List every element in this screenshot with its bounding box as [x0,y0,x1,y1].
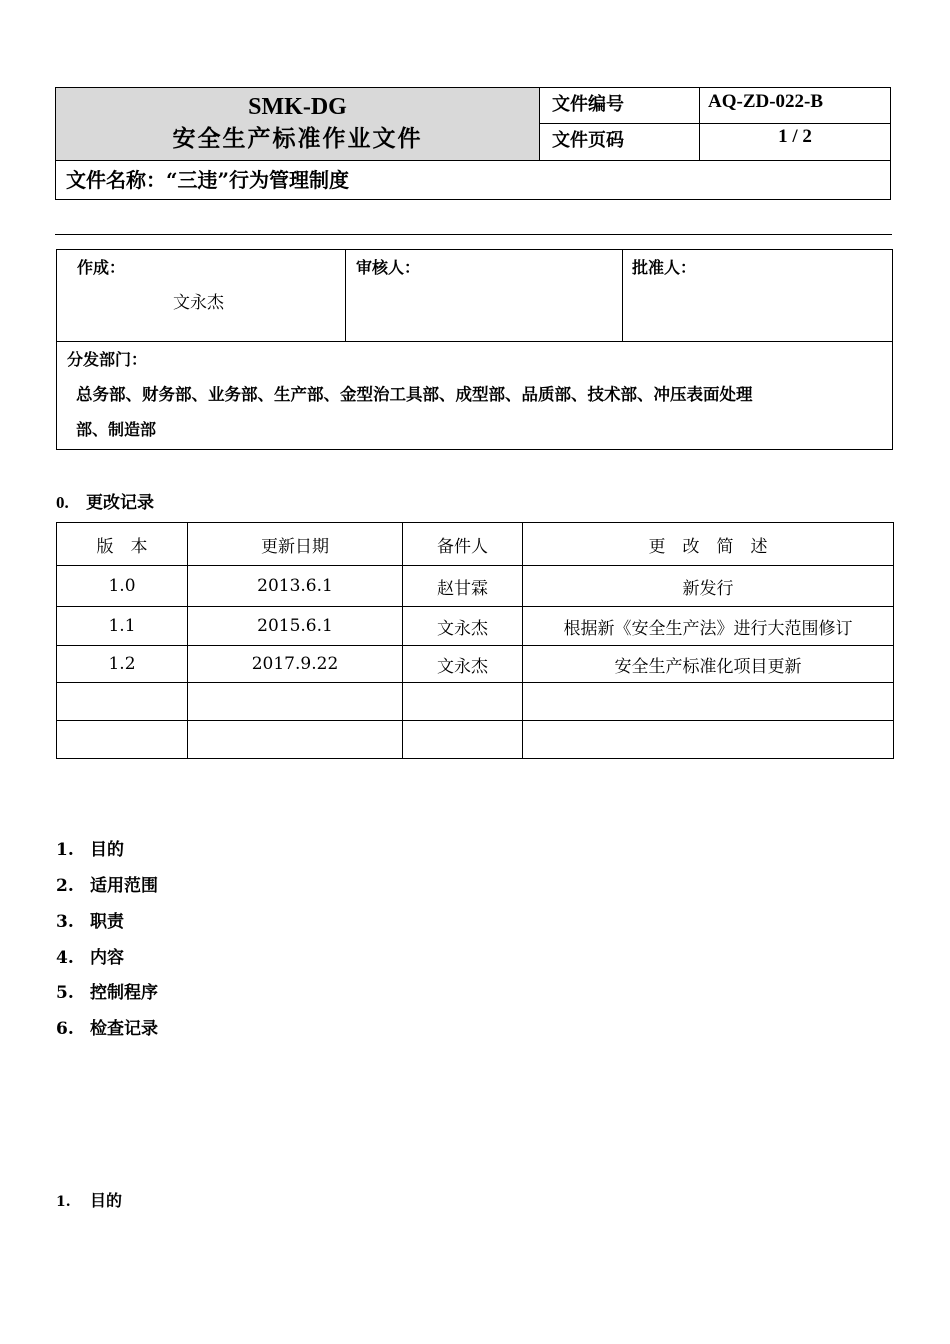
section-1-heading [56,1188,122,1211]
col-person: 备件人 [403,523,523,566]
cell-summary: 安全生产标准化项目更新 [523,646,894,683]
section-1-num: 1. [56,1194,71,1210]
toc-item[interactable] [56,871,158,896]
doc-type: 安全生产标准作业文件 [172,125,423,152]
cell-person [403,721,523,759]
table-row [57,566,894,607]
author-cell [57,250,346,342]
distribution-line-1: 总务部、财务部、业务部、生产部、金型治工具部、成型部、品质部、技术部、冲压表面处理 [76,385,753,404]
toc-item[interactable] [56,907,124,932]
approver-cell [623,250,892,342]
page-value: 1 / 2 [700,124,890,161]
change-record-title: 更改记录 [86,493,154,513]
toc-title: 适用范围 [90,876,158,896]
company-name: SMK-DG [248,94,347,120]
page-label: 文件页码 [540,124,700,161]
toc-num: 1. [56,840,74,860]
cell-version: 1.2 [57,646,188,683]
table-header-row [57,523,894,566]
toc-num: 5. [56,983,74,1003]
author-label: 作成： [77,258,126,277]
toc-title: 内容 [90,948,124,968]
table-row [57,607,894,646]
cell-person [403,683,523,721]
approver-label: 批准人： [632,258,697,277]
doc-no-label: 文件编号 [540,88,700,124]
toc-item[interactable] [56,943,124,968]
cell-date [188,721,403,759]
divider-line [55,234,892,235]
cell-date: 2017.9.22 [188,646,403,683]
distribution-line-2: 部、制造部 [76,420,157,439]
cell-summary [523,683,894,721]
cell-date: 2015.6.1 [188,607,403,646]
cell-version: 1.0 [57,566,188,607]
table-row [57,721,894,759]
toc-num: 6. [56,1019,74,1039]
distribution-label: 分发部门： [67,350,148,369]
change-record-table [56,522,894,759]
change-record-heading [56,488,154,513]
doc-name: 文件名称：“三违”行为管理制度 [66,168,350,192]
toc-title: 控制程序 [90,983,158,1003]
document-header [55,87,891,200]
cell-person: 文永杰 [403,646,523,683]
cell-version: 1.1 [57,607,188,646]
toc-title: 职责 [90,912,124,932]
toc-num: 4. [56,948,74,968]
table-row [57,683,894,721]
col-date: 更新日期 [188,523,403,566]
toc-title: 检查记录 [90,1019,158,1039]
toc-item[interactable] [56,1014,158,1039]
cell-summary: 新发行 [523,566,894,607]
cell-date [188,683,403,721]
author-value: 文永杰 [173,293,224,313]
section-1-title: 目的 [90,1191,123,1210]
reviewer-cell [346,250,623,342]
col-version: 版 本 [57,523,188,566]
approval-table [56,249,893,450]
cell-version [57,683,188,721]
cell-person: 文永杰 [403,607,523,646]
toc-num: 2. [56,876,74,896]
doc-no-value: AQ-ZD-022-B [700,88,890,124]
col-summary: 更 改 简 述 [523,523,894,566]
distribution-cell [57,342,892,449]
change-record-num: 0. [56,493,69,512]
table-row [57,646,894,683]
cell-summary [523,721,894,759]
toc-num: 3. [56,912,74,932]
reviewer-label: 审核人： [356,258,421,277]
toc-title: 目的 [90,840,124,860]
brand-cell [56,88,540,161]
toc-item[interactable] [56,978,158,1003]
cell-date: 2013.6.1 [188,566,403,607]
cell-version [57,721,188,759]
toc-item[interactable] [56,835,124,860]
cell-summary: 根据新《安全生产法》进行大范围修订 [523,607,894,646]
cell-person: 赵甘霖 [403,566,523,607]
